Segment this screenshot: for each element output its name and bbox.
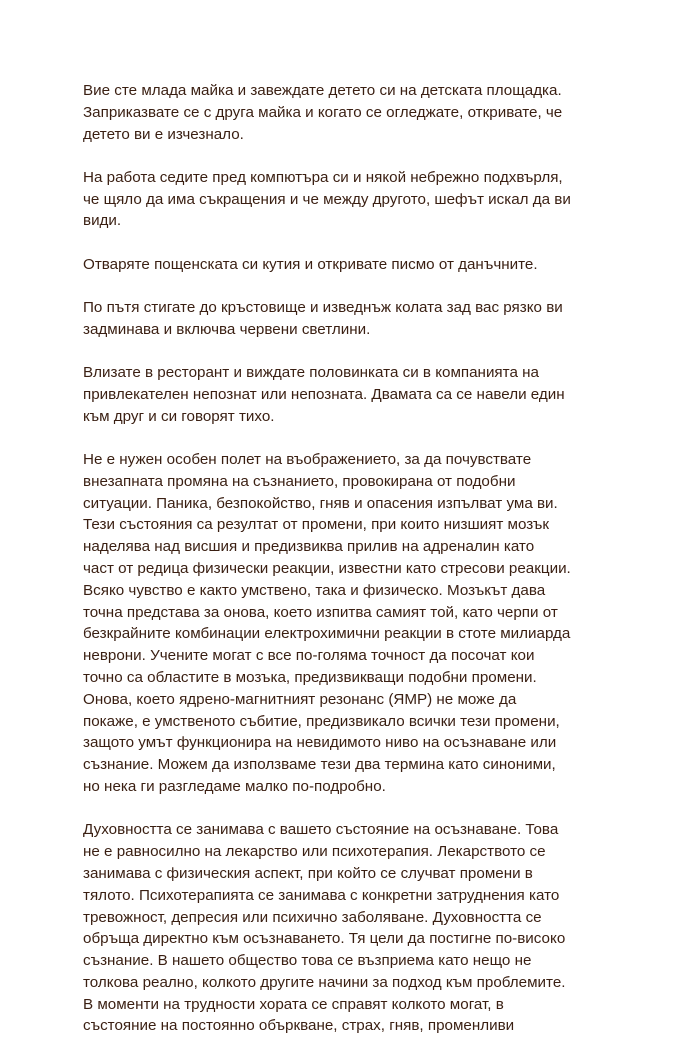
paragraph-3: Отваряте пощенската си кутия и откривате писмо от данъчните. — [83, 255, 538, 273]
paragraph-6: Не е нужен особен полет на въображението, за да почувствате внезапната промяна на съзнанието, провокирана от подобни ситуации. Паника, безпокойство, гняв и опасения изпълват ума ви. Тези състояния са резултат от промени, при които низшият мозък наделява над висшия и предизвиква прилив на адреналин като част от редица физически реакции, известни като стресови реакции. Всяко чувство е както умствено, така и физическо. Мозъкът дава точна представа за онова, което изпитва самият той, като черпи от безкрайните комбинации електрохимични реакции в стоте милиарда неврони. Учените могат с все по-голяма точност да посочат кои точно са областите в мозъка, предизвикващи подобни промени. Онова, което ядрено-магнитният резонанс (ЯМР) не може да покаже, е умственото събитие, предизвикало всички тези промени, защото умът функционира на невидимото ниво на осъзнаване или съзнание. Можем да използваме тези два термина като синоними, но нека ги разгледаме малко по-подробно. — [83, 451, 571, 796]
paragraph-2: На работа седите пред компютъра си и някой небрежно подхвърля, че щяло да има съкращения и че между другото, шефът искал да ви види. — [83, 168, 571, 230]
paragraph-5: Влизате в ресторант и виждате половинката си в компанията на привлекателен непознат или непозната. Двамата са се навели един към друг и си говорят тихо. — [83, 364, 565, 425]
document-body — [83, 80, 623, 1059]
paragraph-4: По пътя стигате до кръстовище и изведнъж колата зад вас рязко ви задминава и включва червени светлини. — [83, 299, 563, 338]
paragraph-7: Духовността се занимава с вашето състояние на осъзнаване. Това не е равносилно на лекарство или психотерапия. Лекарството се занимава с физическия аспект, при който се случват промени в тялото. Психотерапията се занимава с конкретни затруднения като тревожност, депресия или психично заболяване. Духовността се обръща директно към осъзнаването. Тя цели да постигне по-високо съзнание. В нашето общество това се възприема като нещо не толкова реално, колкото другите начини за подход към проблемите. В моменти на трудности хората се справят колкото могат, в състояние на постоянно объркване, страх, гняв, променливи — [83, 821, 566, 1035]
paragraph-1: Вие сте млада майка и завеждате детето си на детската площадка. Заприказвате се с друга майка и когато се огледжате, откривате, че детето ви е изчезнало. — [83, 82, 563, 143]
